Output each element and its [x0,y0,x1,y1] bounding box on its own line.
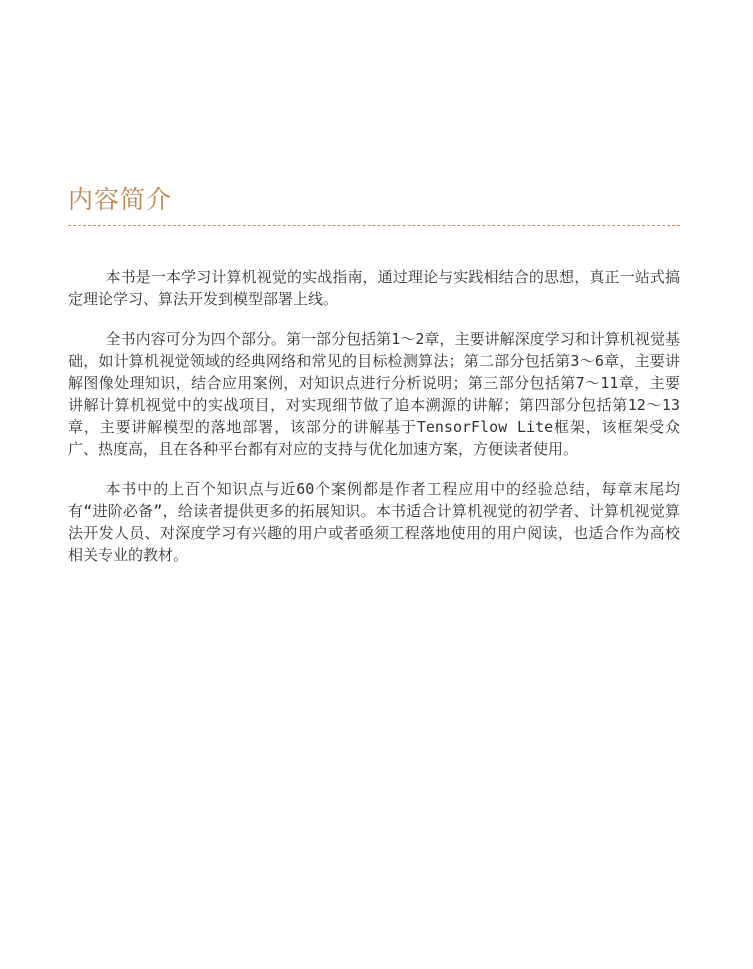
paragraph-intro: 本书是一本学习计算机视觉的实战指南，通过理论与实践相结合的思想，真正一站式搞定理论学习、算法开发到模型部署上线。 [68,268,680,308]
paragraph-contents: 全书内容可分为四个部分。第一部分包括第1～2章，主要讲解深度学习和计算机视觉基础，如计算机视觉领域的经典网络和常见的目标检测算法；第二部分包括第3～6章，主要讲解图像处理知识，结合应用案例，对知识点进行分析说明；第三部分包括第7～11章，主要讲解计算机视觉中的实战项目，对实现细节做了追本溯源的讲解；第四部分包括第12～13章，主要讲解模型的落地部署，该部分的讲解基于TensorFlow Lite框架，该框架受众广、热度高，且在各种平台都有对应的支持与优化加速方案，方便读者使用。 [68,330,680,458]
section-title: 内容简介 [68,185,173,214]
paragraph-audience: 本书中的上百个知识点与近60个案例都是作者工程应用中的经验总结，每章末尾均有“进阶必备”，给读者提供更多的拓展知识。本书适合计算机视觉的初学者、计算机视觉算法开发人员、对深度学习有兴趣的用户或者亟须工程落地使用的用户阅读，也适合作为高校相关专业的教材。 [68,480,680,564]
title-divider [68,225,680,226]
body-text [68,266,680,584]
